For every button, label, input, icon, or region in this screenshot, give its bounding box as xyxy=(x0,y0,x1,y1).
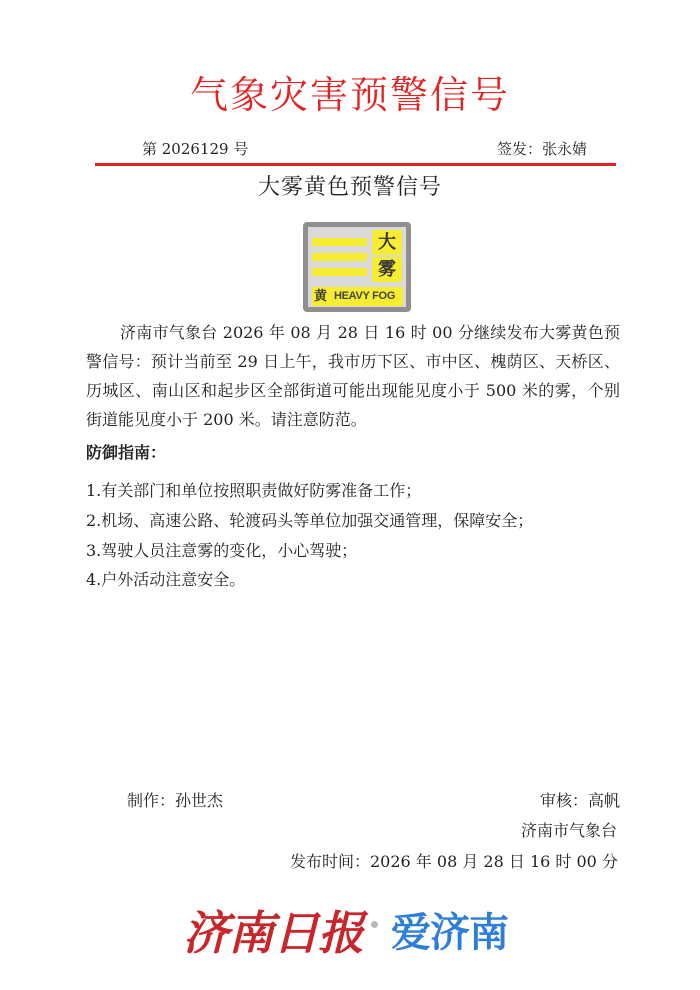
guide-item: 1.有关部门和单位按照职责做好防雾准备工作； xyxy=(86,481,422,500)
heavy-fog-yellow-signal-icon xyxy=(303,222,411,312)
signal-english-label: HEAVY FOG xyxy=(334,290,396,302)
fog-bar-3 xyxy=(312,268,367,276)
guide-heading: 防御指南： xyxy=(86,443,167,462)
fog-bar-1 xyxy=(312,238,367,246)
organization: 济南市气象台 xyxy=(521,821,618,840)
jinan-daily-logo: 济南日报 xyxy=(183,906,363,960)
document-number: 第 2026129 号 xyxy=(142,140,249,158)
fog-bar-2 xyxy=(312,253,367,261)
signal-char-top: 大 xyxy=(372,230,402,255)
logo-separator-dot xyxy=(371,921,378,928)
warning-title: 大雾黄色预警信号 xyxy=(257,175,442,200)
guide-item: 2.机场、高速公路、轮渡码头等单位加强交通管理，保障安全； xyxy=(86,511,534,530)
signal-char-bottom: 雾 xyxy=(372,257,402,282)
header-divider xyxy=(95,163,616,166)
page-title: 气象灾害预警信号 xyxy=(189,73,510,117)
signal-panel xyxy=(308,227,406,307)
signal-label-strip xyxy=(312,287,403,306)
producer: 制作：孙世杰 xyxy=(127,791,224,810)
reviewer: 审核：高帆 xyxy=(540,791,621,810)
publish-time: 发布时间：2026 年 08 月 28 日 16 时 00 分 xyxy=(290,852,618,871)
signal-level-char: 黄 xyxy=(314,289,328,304)
signer: 签发：张永婧 xyxy=(497,140,588,158)
ai-jinan-logo: 爱济南 xyxy=(391,910,508,956)
warning-body: 济南市气象台 2026 年 08 月 28 日 16 时 00 分继续发布大雾黄色预警信号：预计当前至 29 日上午，我市历下区、市中区、槐荫区、天桥区、历城区、南山区和起步区全部街道可能出现能见度小于 500 米的雾，个别街道能见度小于 200 米。请注意防范。 xyxy=(86,323,620,429)
guide-item: 4.户外活动注意安全。 xyxy=(86,570,246,589)
guide-item: 3.驾驶人员注意雾的变化，小心驾驶； xyxy=(86,541,358,560)
